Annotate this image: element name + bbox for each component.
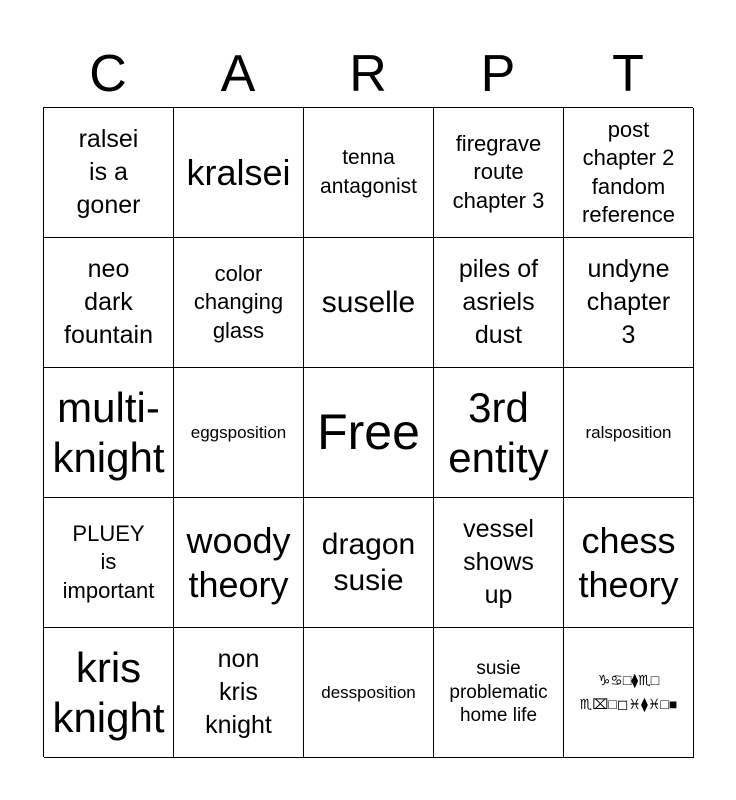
cell-label: suselle (321, 285, 416, 319)
cell-label: non kris knight (205, 644, 272, 740)
bingo-cell-r0-c0[interactable] (44, 108, 174, 238)
bingo-cell-r3-c1[interactable] (174, 498, 304, 628)
cell-label: piles of asriels dust (458, 254, 539, 350)
bingo-board (43, 107, 693, 757)
bingo-cell-r2-c0[interactable] (44, 368, 174, 498)
cell-label: woody theory (186, 520, 291, 605)
cell-label: tenna antagonist (320, 145, 417, 198)
bingo-cell-r2-c1[interactable] (174, 368, 304, 498)
bingo-cell-r0-c1[interactable] (174, 108, 304, 238)
free-space[interactable] (304, 368, 434, 498)
cell-label: ralsei is a goner (76, 124, 141, 220)
bingo-cell-r1-c1[interactable] (174, 238, 304, 368)
cell-label: ♑︎♋︎□︎⧫︎♏︎□︎ ♏︎⌧︎□︎◻︎♓︎⧫︎♓︎□︎■︎ (579, 671, 678, 712)
cell-label: kralsei (186, 151, 291, 193)
header-letter-c: C (89, 45, 127, 103)
bingo-cell-r0-c3[interactable] (434, 108, 564, 238)
bingo-cell-r1-c4[interactable] (564, 238, 694, 368)
cell-label: dragon susie (321, 527, 416, 597)
bingo-cell-r2-c3[interactable] (434, 368, 564, 498)
header-letter-a: A (220, 45, 256, 103)
header-letter-t: T (612, 45, 644, 103)
bingo-cell-r0-c2[interactable] (304, 108, 434, 238)
bingo-cell-r1-c0[interactable] (44, 238, 174, 368)
bingo-cell-r4-c4[interactable] (564, 628, 694, 758)
bingo-header (43, 40, 693, 108)
bingo-cell-r3-c0[interactable] (44, 498, 174, 628)
header-letter-p: P (480, 45, 516, 103)
bingo-cell-r3-c3[interactable] (434, 498, 564, 628)
bingo-cell-r2-c4[interactable] (564, 368, 694, 498)
cell-label: ralsposition (585, 422, 672, 442)
bingo-cell-r0-c4[interactable] (564, 108, 694, 238)
cell-label: color changing glass (193, 261, 284, 343)
cell-label: vessel shows up (463, 514, 534, 610)
bingo-cell-r1-c3[interactable] (434, 238, 564, 368)
cell-label: firegrave route chapter 3 (452, 131, 545, 213)
bingo-cell-r3-c4[interactable] (564, 498, 694, 628)
bingo-cell-r4-c1[interactable] (174, 628, 304, 758)
cell-label: multi- knight (52, 384, 165, 481)
bingo-cell-r3-c2[interactable] (304, 498, 434, 628)
bingo-cell-r4-c0[interactable] (44, 628, 174, 758)
cell-label: chess theory (578, 520, 679, 605)
cell-label: eggsposition (190, 422, 287, 442)
cell-label: PLUEY is important (62, 521, 155, 603)
cell-label: kris knight (52, 644, 165, 741)
cell-label: undyne chapter 3 (586, 254, 671, 350)
cell-label: 3rd entity (448, 384, 549, 481)
free-space-label: Free (317, 403, 420, 460)
cell-label: post chapter 2 fandom reference (582, 117, 675, 227)
bingo-cell-r4-c3[interactable] (434, 628, 564, 758)
header-letter-r: R (349, 45, 387, 103)
cell-label: dessposition (321, 682, 416, 702)
bingo-cell-r1-c2[interactable] (304, 238, 434, 368)
cell-label: neo dark fountain (64, 254, 153, 350)
cell-label: susie problematic home life (449, 657, 548, 727)
bingo-cell-r4-c2[interactable] (304, 628, 434, 758)
